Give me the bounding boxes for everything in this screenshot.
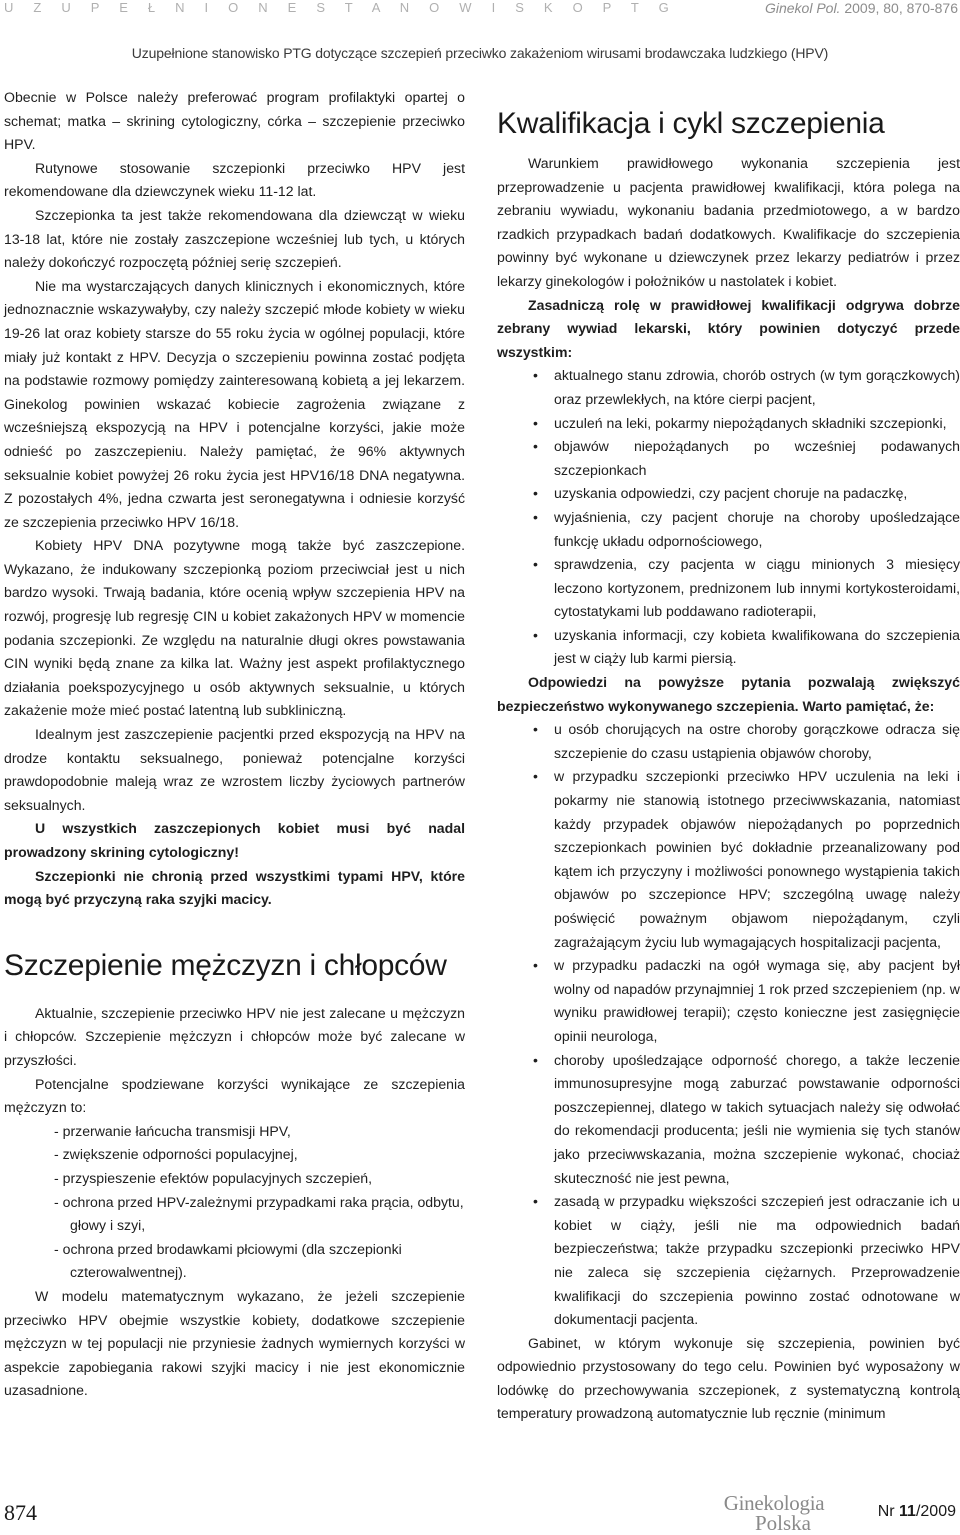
journal-name: Ginekol Pol.	[764, 0, 841, 16]
list-item: • u osób chorujących na ostre choroby gorączkowe odracza się szczepienie do czasu ustąpienia objawów choroby,	[554, 718, 960, 765]
logo-line: Polska	[754, 1511, 811, 1535]
journal-reference: 2009, 80, 870-876	[840, 0, 958, 16]
left-column	[4, 86, 465, 1403]
bold-statement: Szczepionki nie chronią przed wszystkimi typami HPV, które mogą być przyczyną raka szyjki macicy.	[4, 867, 465, 908]
logo-line: Ginekologia	[723, 1491, 825, 1515]
page-footer	[0, 1488, 960, 1535]
list-item: - zwiększenie odporności populacyjnej,	[54, 1146, 298, 1163]
list-item: • sprawdzenia, czy pacjenta w ciągu minionych 3 miesięcy leczono kortyzonem, prednizonem lub innymi kortykosteroidami, cytostatykami lub poddawano radioterapii,	[554, 553, 960, 624]
list-item: • objawów niepożądanych po wcześniej podawanych szczepionkach	[554, 435, 960, 482]
list-item: • uczuleń na leki, pokarmy niepożądanych składniki szczepionki,	[554, 412, 960, 436]
paragraph: Rutynowe stosowanie szczepionki przeciwko HPV jest rekomendowane dla dziewczynek wieku 11-12 lat.	[4, 159, 465, 200]
history-list	[497, 364, 960, 671]
list-item: • choroby upośledzające odporność chorego, a także leczenie immunosupresyjne mogą zaburzać powstawanie odporności poszczepiennej, dlatego w takich sytuacjach należy się odwołać do rekomendacji producenta; jeśli nie wymienia się tych stanów jako przeciwwskazania, można szczepienie wykonać, chociaż skuteczność nie jest pewna,	[554, 1049, 960, 1191]
bold-statement: Odpowiedzi na powyższe pytania pozwalają zwiększyć bezpieczeństwo wykonywanego szczepienia. Warto pamiętać, że:	[497, 674, 960, 714]
journal-citation	[765, 1, 958, 15]
list-item: - ochrona przed HPV-zależnymi przypadkami raka prącia, odbytu, głowy i szyi,	[54, 1193, 464, 1234]
list-item: • w przypadku szczepionki przeciwko HPV uczulenia na leki i pokarmy nie stanowią istotnego przeciwwskazania, natomiast każdy przypadek objawów niepożądanych po poprzednich szczepionkach powinien być dokładnie przeanalizowany pod kątem ich przyczyny i możliwości ponownego wystąpienia takich objawów po szczepionce HPV; szczególną uwagę należy poświęcić poważnym objawom niepożądanym, czyli zagrażającym życiu lub wymagających hospitalizacji pacjenta,	[554, 765, 960, 954]
list-item: • uzyskania odpowiedzi, czy pacjent choruje na padaczkę,	[554, 482, 960, 506]
list-item: - przerwanie łańcucha transmisji HPV,	[54, 1122, 291, 1139]
section-heading-qualification: Kwalifikacja i cykl szczepienia	[497, 107, 885, 140]
page-number: 874	[4, 1500, 37, 1525]
paragraph: Aktualnie, szczepienie przeciwko HPV nie jest zalecane u mężczyzn i chłopców. Szczepienie mężczyzn i chłopców może być zalecane w przyszłości.	[4, 1004, 465, 1068]
paragraph: Kobiety HPV DNA pozytywne mogą także być zaszczepione. Wykazano, że indukowany szczepionką poziom przeciwciał jest u nich bardzo wysoki. Trwają badania, które ocenią wpływ szczepienia HPV na rozwój, progresję lub regresję CIN u kobiet zakażonych HPV w momencie podania szczepionki. Ze względu na naturalnie długi okres powstawania CIN wyniki będą znane za kilka lat. Ważny jest aspekt profilaktycznego działania poekspozycyjnego u osób aktywnych seksualnie, u których zakażenie może mieć postać latentną lub subkliniczną.	[4, 537, 465, 719]
paragraph: W modelu matematycznym wykazano, że jeżeli szczepienie przeciwko HPV obejmie wszystkie kobiety, dodatkowe szczepienie mężczyzn w tej populacji nie przyniesie żadnych wymiernych korzyści w aspekcie zapobiegania rakowi szyjki macicy i nie jest ekonomicznie uzasadnione.	[4, 1287, 465, 1399]
paragraph: Nie ma wystarczających danych klinicznych i ekonomicznych, które jednoznacznie wskazywałyby, czy należy szczepić młode kobiety w wieku 19-26 lat oraz kobiety starsze do 55 roku życia w ogólnej populacji, które miały już kontakt z HPV. Decyzja o szczepieniu powinna zostać podjęta na podstawie rozmowy pomiędzy zainteresowaną kobietą a jej lekarzem. Ginekolog powinien wskazać kobiecie zagrożenia związane z wcześniejszą ekspozycją na HPV i potencjalne korzyści, jakie może odnieść po zaszczepieniu. Należy pamiętać, że 96% aktywnych seksualnie kobiet powyżej 26 roku życia jest HPV16/18 DNA negatywna. Z pozostałych 4%, jedna czwarta jest seronegatywna i odniesie korzyść ze szczepienia przeciwko HPV 16/18.	[4, 277, 465, 530]
list-item: - ochrona przed brodawkami płciowymi (dla szczepionki czterowalwentnej).	[54, 1240, 402, 1281]
list-item: • uzyskania informacji, czy kobieta kwalifikowana do szczepienia jest w ciąży lub karmi piersią.	[554, 624, 960, 671]
paragraph: Szczepionka ta jest także rekomendowana dla dziewcząt w wieku 13-18 lat, które nie zostały zaszczepione wcześniej lub tych, u których należy dokończyć rozpoczętą później serię szczepień.	[4, 206, 465, 271]
list-item: • wyjaśnienia, czy pacjent choruje na choroby upośledzające funkcję układu odpornościowego,	[554, 506, 960, 553]
list-item: - przyspieszenie efektów populacyjnych szczepień,	[54, 1169, 373, 1186]
issue-number	[878, 1503, 956, 1521]
list-item: • zasadą w przypadku większości szczepień jest odraczanie ich u kobiet w ciąży, jeśli nie ma odpowiednich badań bezpieczeństwa; także przypadku szczepionki przeciwko HPV nie zaleca się szczepienia ciężarnych. Przeprowadzenie kwalifikacji do szczepienia powinno zostać odnotowane w dokumentacji pacjenta.	[554, 1190, 960, 1332]
issue-prefix: Nr	[877, 1503, 900, 1520]
article-subtitle: Uzupełnione stanowisko PTG dotyczące szczepień przeciwko zakażeniom wirusami brodawczaka ludzkiego (HPV)	[131, 45, 829, 61]
paragraph: Idealnym jest zaszczepienie pacjentki przed ekspozycją na HPV na drodze kontaktu seksualnego, ponieważ potencjalne korzyści prawdopodobnie maleją wraz ze wzrostem liczby życiowych partnerów seksualnych.	[4, 726, 465, 813]
paragraph: Potencjalne spodziewane korzyści wynikające ze szczepienia mężczyzn to:	[4, 1075, 465, 1116]
paragraph: Warunkiem prawidłowego wykonania szczepienia jest przeprowadzenie u pacjenta prawidłowej kwalifikacji, która polega na zebraniu wywiadu, wykonaniu badania przedmiotowego, a w bardzo rzadkich przypadkach badań dodatkowych. Kwalifikacje do szczepienia powinny być wykonane u dziewczynek przez lekarzy pediatrów i przez lekarzy ginekologów i położników u nastolatek i kobiet.	[497, 155, 960, 289]
remember-list	[497, 718, 960, 1331]
bold-statement: U wszystkich zaszczepionych kobiet musi być nadal prowadzony skrining cytologiczny!	[4, 820, 465, 860]
list-item: • w przypadku padaczki na ogół wymaga się, aby pacjent był wolny od napadów przynajmniej 1 rok przed szczepieniem (np. w wyniku prawidłowej terapii); często konieczne jest zasięgnięcie opinii neurologa,	[554, 954, 960, 1048]
running-head	[0, 0, 960, 24]
bold-statement: Zasadniczą rolę w prawidłowej kwalifikacji odgrywa dobrze zebrany wywiad lekarski, który powinien dotyczyć przede wszystkim:	[497, 296, 960, 360]
list-item: • aktualnego stanu zdrowia, chorób ostrych (w tym gorączkowych) oraz przewlekłych, na które cierpi pacjent,	[554, 364, 960, 411]
issue-year: /2009	[915, 1503, 956, 1520]
journal-logo	[714, 1493, 834, 1533]
right-column	[497, 86, 960, 1426]
benefits-list	[4, 1120, 465, 1285]
section-heading-men-boys: Szczepienie mężczyzn i chłopców	[4, 948, 447, 982]
issue-num: 11	[899, 1503, 916, 1520]
paragraph: Obecnie w Polsce należy preferować program profilaktyki opartej o schemat; matka – skrining cytologiczny, córka – szczepienie przeciwko HPV.	[4, 89, 465, 153]
series-title: U Z U P E Ł N I O N E S T A N O W I S K O P T G	[4, 0, 677, 15]
paragraph: Gabinet, w którym wykonuje się szczepienia, powinien być odpowiednio przystosowany do tego celu. Powinien być wyposażony w lodówkę do przechowywania szczepionek, z systematyczną kontrolą temperatury prowadzoną automatycznie lub ręcznie (minimum	[497, 1334, 960, 1422]
